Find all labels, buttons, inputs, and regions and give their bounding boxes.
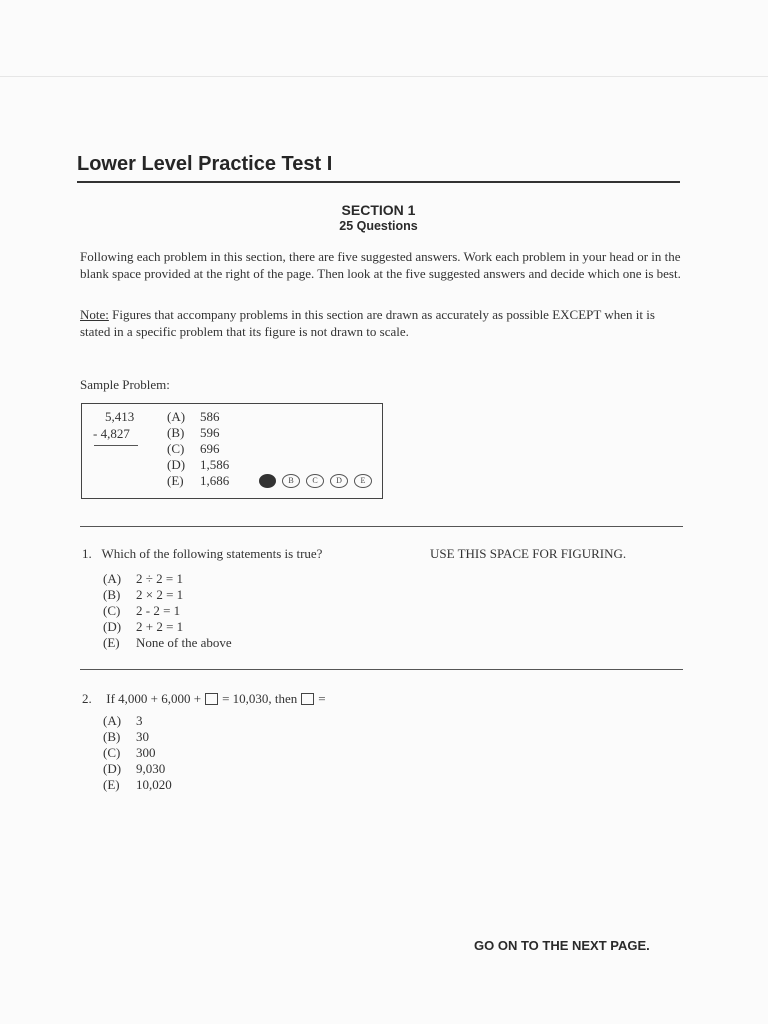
instructions-paragraph: Following each problem in this section, there are five suggested answers. Work each problem in your head or in the blank space provided at the right of the page. Then look at the five suggested answers and decide which one is best. [80, 249, 681, 281]
question-2-choices [103, 713, 172, 793]
blank-box-icon [301, 693, 314, 705]
page-title: Lower Level Practice Test I [77, 153, 333, 175]
sample-choice: (C) 696 [167, 441, 220, 456]
answer-choice: (E) None of the above [103, 635, 232, 650]
question-1-choices [103, 571, 232, 651]
answer-choice: (B) 2 × 2 = 1 [103, 587, 184, 602]
figuring-space-label: USE THIS SPACE FOR FIGURING. [430, 546, 627, 561]
sample-bottom-number: - 4,827 [93, 426, 130, 441]
sample-choice: (D) 1,586 [167, 457, 230, 472]
page-edge-rule [0, 76, 768, 77]
note-text: Figures that accompany problems in this section are drawn as accurately as possible EXCEPT when it is stated in a specific problem that its figure is not drawn to scale. [80, 307, 655, 339]
answer-choice: (C) 300 [103, 745, 156, 760]
bubble-e: E [354, 474, 372, 488]
title-underline [77, 181, 680, 183]
sample-choice: (A) 586 [167, 409, 220, 424]
note-label: Note: [80, 307, 109, 322]
note-paragraph [80, 307, 686, 340]
answer-choice: (A) 3 [103, 713, 143, 728]
divider [80, 669, 683, 670]
bubble-c: C [306, 474, 324, 488]
bubble-b: B [282, 474, 300, 488]
answer-choice: (B) 30 [103, 729, 149, 744]
question-count: 25 Questions [339, 219, 418, 233]
bubble-a-filled [259, 474, 276, 488]
go-on-footer: GO ON TO THE NEXT PAGE. [474, 938, 650, 953]
question-1-stem: 1. Which of the following statements is true? [82, 546, 323, 561]
answer-bubbles [259, 474, 372, 488]
sample-problem-label: Sample Problem: [80, 377, 170, 392]
bubble-d: D [330, 474, 348, 488]
answer-choice: (D) 2 + 2 = 1 [103, 619, 184, 634]
answer-choice: (E) 10,020 [103, 777, 172, 792]
divider [80, 526, 683, 527]
section-heading: SECTION 1 [341, 202, 416, 218]
subtraction-rule [94, 445, 138, 446]
question-2-stem: 2. If 4,000 + 6,000 + = 10,030, then = [82, 691, 326, 706]
sample-choice: (B) 596 [167, 425, 220, 440]
answer-choice: (A) 2 ÷ 2 = 1 [103, 571, 183, 586]
sample-choices [167, 409, 229, 489]
blank-box-icon [205, 693, 218, 705]
answer-choice: (D) 9,030 [103, 761, 166, 776]
answer-choice: (C) 2 - 2 = 1 [103, 603, 181, 618]
sample-choice: (E) 1,686 [167, 473, 230, 488]
sample-top-number: 5,413 [105, 409, 135, 424]
